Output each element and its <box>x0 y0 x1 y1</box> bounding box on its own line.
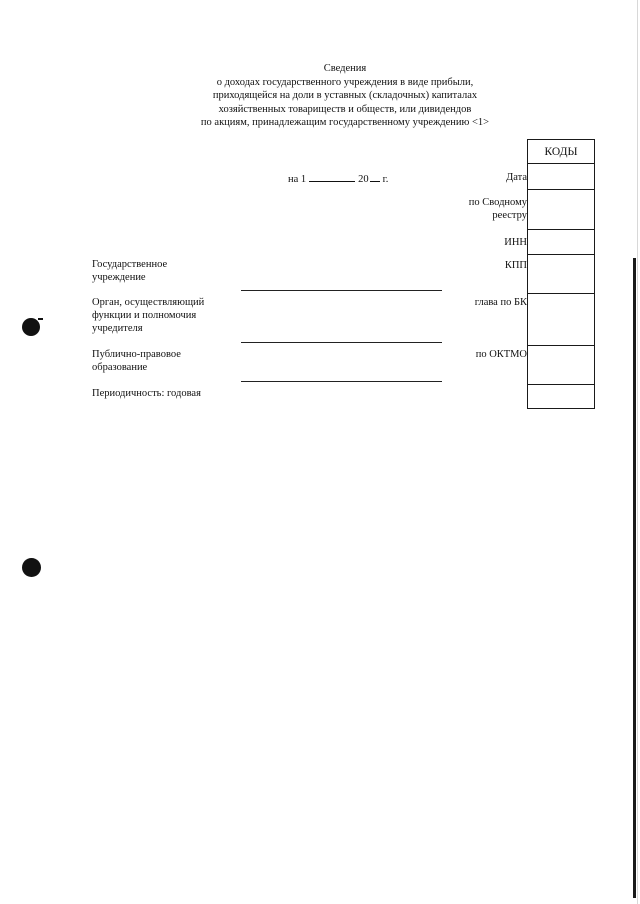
founder-fill-line[interactable] <box>241 342 442 343</box>
punch-hole-bottom <box>22 558 41 577</box>
code-cell-date[interactable] <box>528 164 595 190</box>
title-line-5: по акциям, принадлежащим государственному учреждению <1> <box>200 117 490 129</box>
label-founder <box>92 296 204 335</box>
label-date: Дата <box>506 172 527 183</box>
label-institution <box>92 258 167 284</box>
year-prefix: 20 <box>358 174 369 185</box>
code-cell-oktmo[interactable] <box>528 346 595 385</box>
label-kpp: КПП <box>504 260 527 271</box>
label-svod-line-1: по Сводному <box>468 197 527 208</box>
label-founder-line-2: функции и полномочия <box>92 310 197 321</box>
codes-header: КОДЫ <box>528 140 595 164</box>
year-blank[interactable] <box>370 171 380 182</box>
code-cell-svod[interactable] <box>528 190 595 230</box>
institution-fill-line[interactable] <box>241 290 442 291</box>
title-line-2: о доходах государственного учреждения в виде прибыли, <box>216 76 474 88</box>
label-institution-line-2: учреждение <box>92 272 146 283</box>
code-cell-period[interactable] <box>528 385 595 409</box>
label-oktmo: по ОКТМО <box>475 349 527 360</box>
day-month-blank[interactable] <box>309 171 355 182</box>
punch-hole-top <box>22 318 40 336</box>
code-cell-inn[interactable] <box>528 230 595 255</box>
label-glava: глава по БК <box>474 297 527 308</box>
scan-edge-light <box>637 0 638 904</box>
title-line-1: Сведения <box>323 63 367 74</box>
label-inn: ИНН <box>504 237 527 248</box>
code-cell-glava[interactable] <box>528 294 595 346</box>
codes-table <box>527 139 595 409</box>
label-institution-line-1: Государственное <box>92 259 168 270</box>
date-prefix: на 1 <box>288 174 307 185</box>
date-suffix: г. <box>382 174 389 185</box>
label-founder-line-3: учредителя <box>92 323 143 334</box>
label-svod <box>469 196 527 222</box>
label-entity <box>92 348 181 374</box>
label-entity-line-2: образование <box>92 362 148 373</box>
label-periodicity: Периодичность: годовая <box>92 388 201 399</box>
punch-hole-mark <box>38 318 43 320</box>
document-title <box>150 62 540 130</box>
scan-edge-dark <box>633 258 636 898</box>
report-date-line <box>288 171 388 185</box>
title-line-4: хозяйственных товариществ и обществ, или дивидендов <box>218 103 472 115</box>
label-founder-line-1: Орган, осуществляющий <box>92 297 205 308</box>
entity-fill-line[interactable] <box>241 381 442 382</box>
title-line-3: приходящейся на доли в уставных (складочных) капиталах <box>212 90 478 102</box>
label-entity-line-1: Публично-правовое <box>92 349 181 360</box>
label-svod-line-2: реестру <box>492 210 527 221</box>
code-cell-kpp[interactable] <box>528 255 595 294</box>
